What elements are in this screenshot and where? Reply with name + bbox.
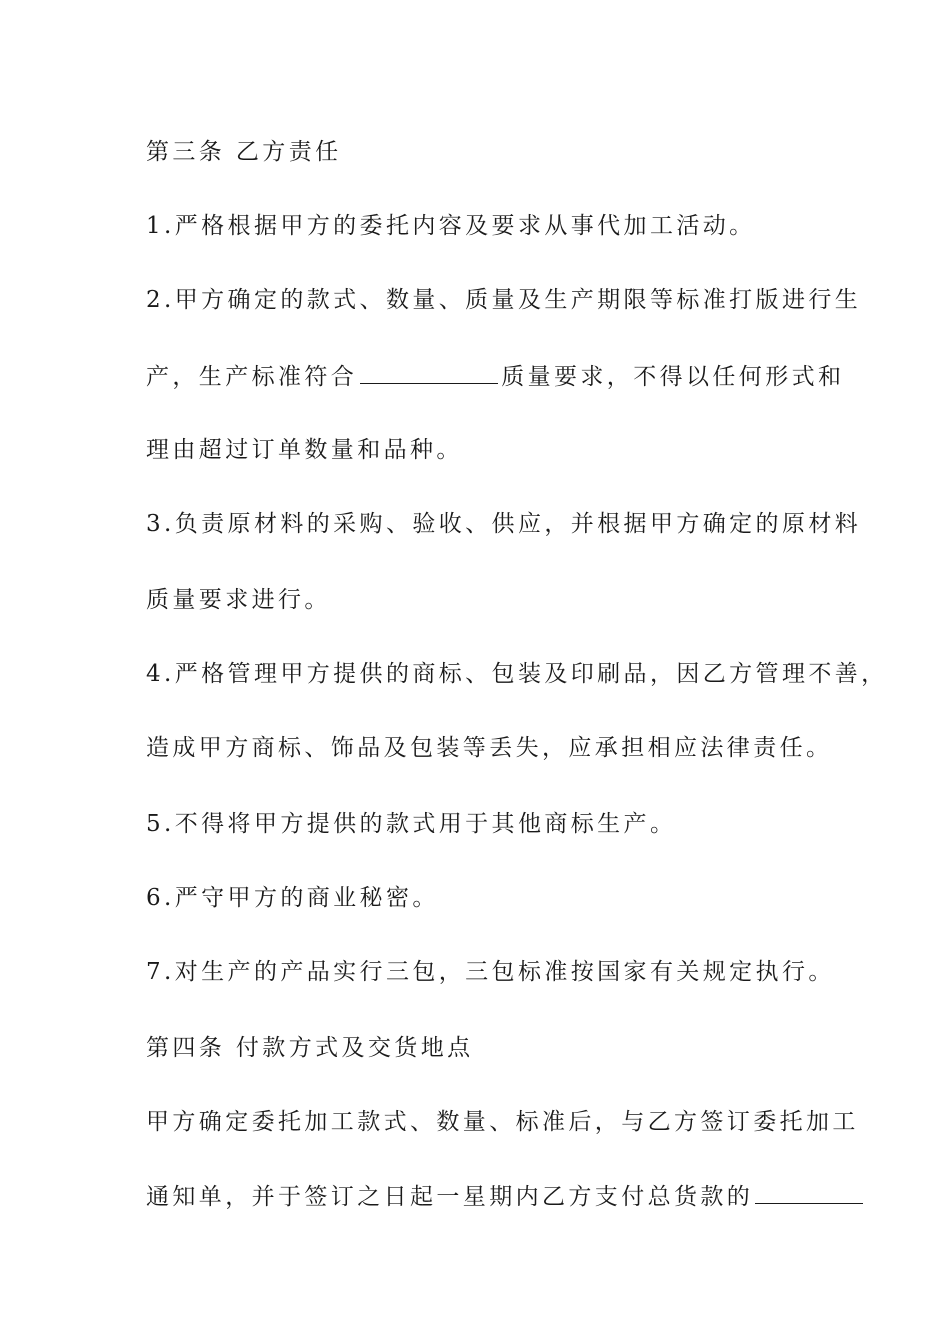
clause-3-6: 6.严守甲方的商业秘密。 xyxy=(146,885,439,911)
clause-3-2-line-3: 理由超过订单数量和品种。 xyxy=(146,437,463,463)
section-4-paragraph-line-2 xyxy=(146,1181,863,1212)
clause-3-7: 7.对生产的产品实行三包，三包标准按国家有关规定执行。 xyxy=(146,959,835,985)
fill-in-blank-payment-ratio xyxy=(755,1181,863,1204)
section-4-text-before-blank: 通知单，并于签订之日起一星期内乙方支付总货款的 xyxy=(146,1184,754,1210)
clause-3-5: 5.不得将甲方提供的款式用于其他商标生产。 xyxy=(146,811,677,837)
section-heading-3: 第三条 乙方责任 xyxy=(146,139,342,165)
clause-3-2-line-2 xyxy=(146,361,844,392)
clause-3-3-line-1: 3.负责原材料的采购、验收、供应，并根据甲方确定的原材料 xyxy=(146,511,862,537)
section-4-paragraph-line-1: 甲方确定委托加工款式、数量、标准后，与乙方签订委托加工 xyxy=(146,1109,859,1135)
clause-3-4-line-2: 造成甲方商标、饰品及包装等丢失，应承担相应法律责任。 xyxy=(146,735,833,761)
clause-3-3-line-2: 质量要求进行。 xyxy=(146,587,331,613)
clause-3-2-line-1: 2.甲方确定的款式、数量、质量及生产期限等标准打版进行生 xyxy=(146,287,862,313)
clause-3-2-text-after-blank: 质量要求，不得以任何形式和 xyxy=(501,364,845,390)
clause-3-1: 1.严格根据甲方的委托内容及要求从事代加工活动。 xyxy=(146,213,756,239)
fill-in-blank-quality-standard xyxy=(360,361,498,384)
section-heading-4: 第四条 付款方式及交货地点 xyxy=(146,1035,474,1061)
clause-3-2-text-before-blank: 产，生产标准符合 xyxy=(146,364,358,390)
clause-3-4-line-1: 4.严格管理甲方提供的商标、包装及印刷品，因乙方管理不善， xyxy=(146,661,888,687)
